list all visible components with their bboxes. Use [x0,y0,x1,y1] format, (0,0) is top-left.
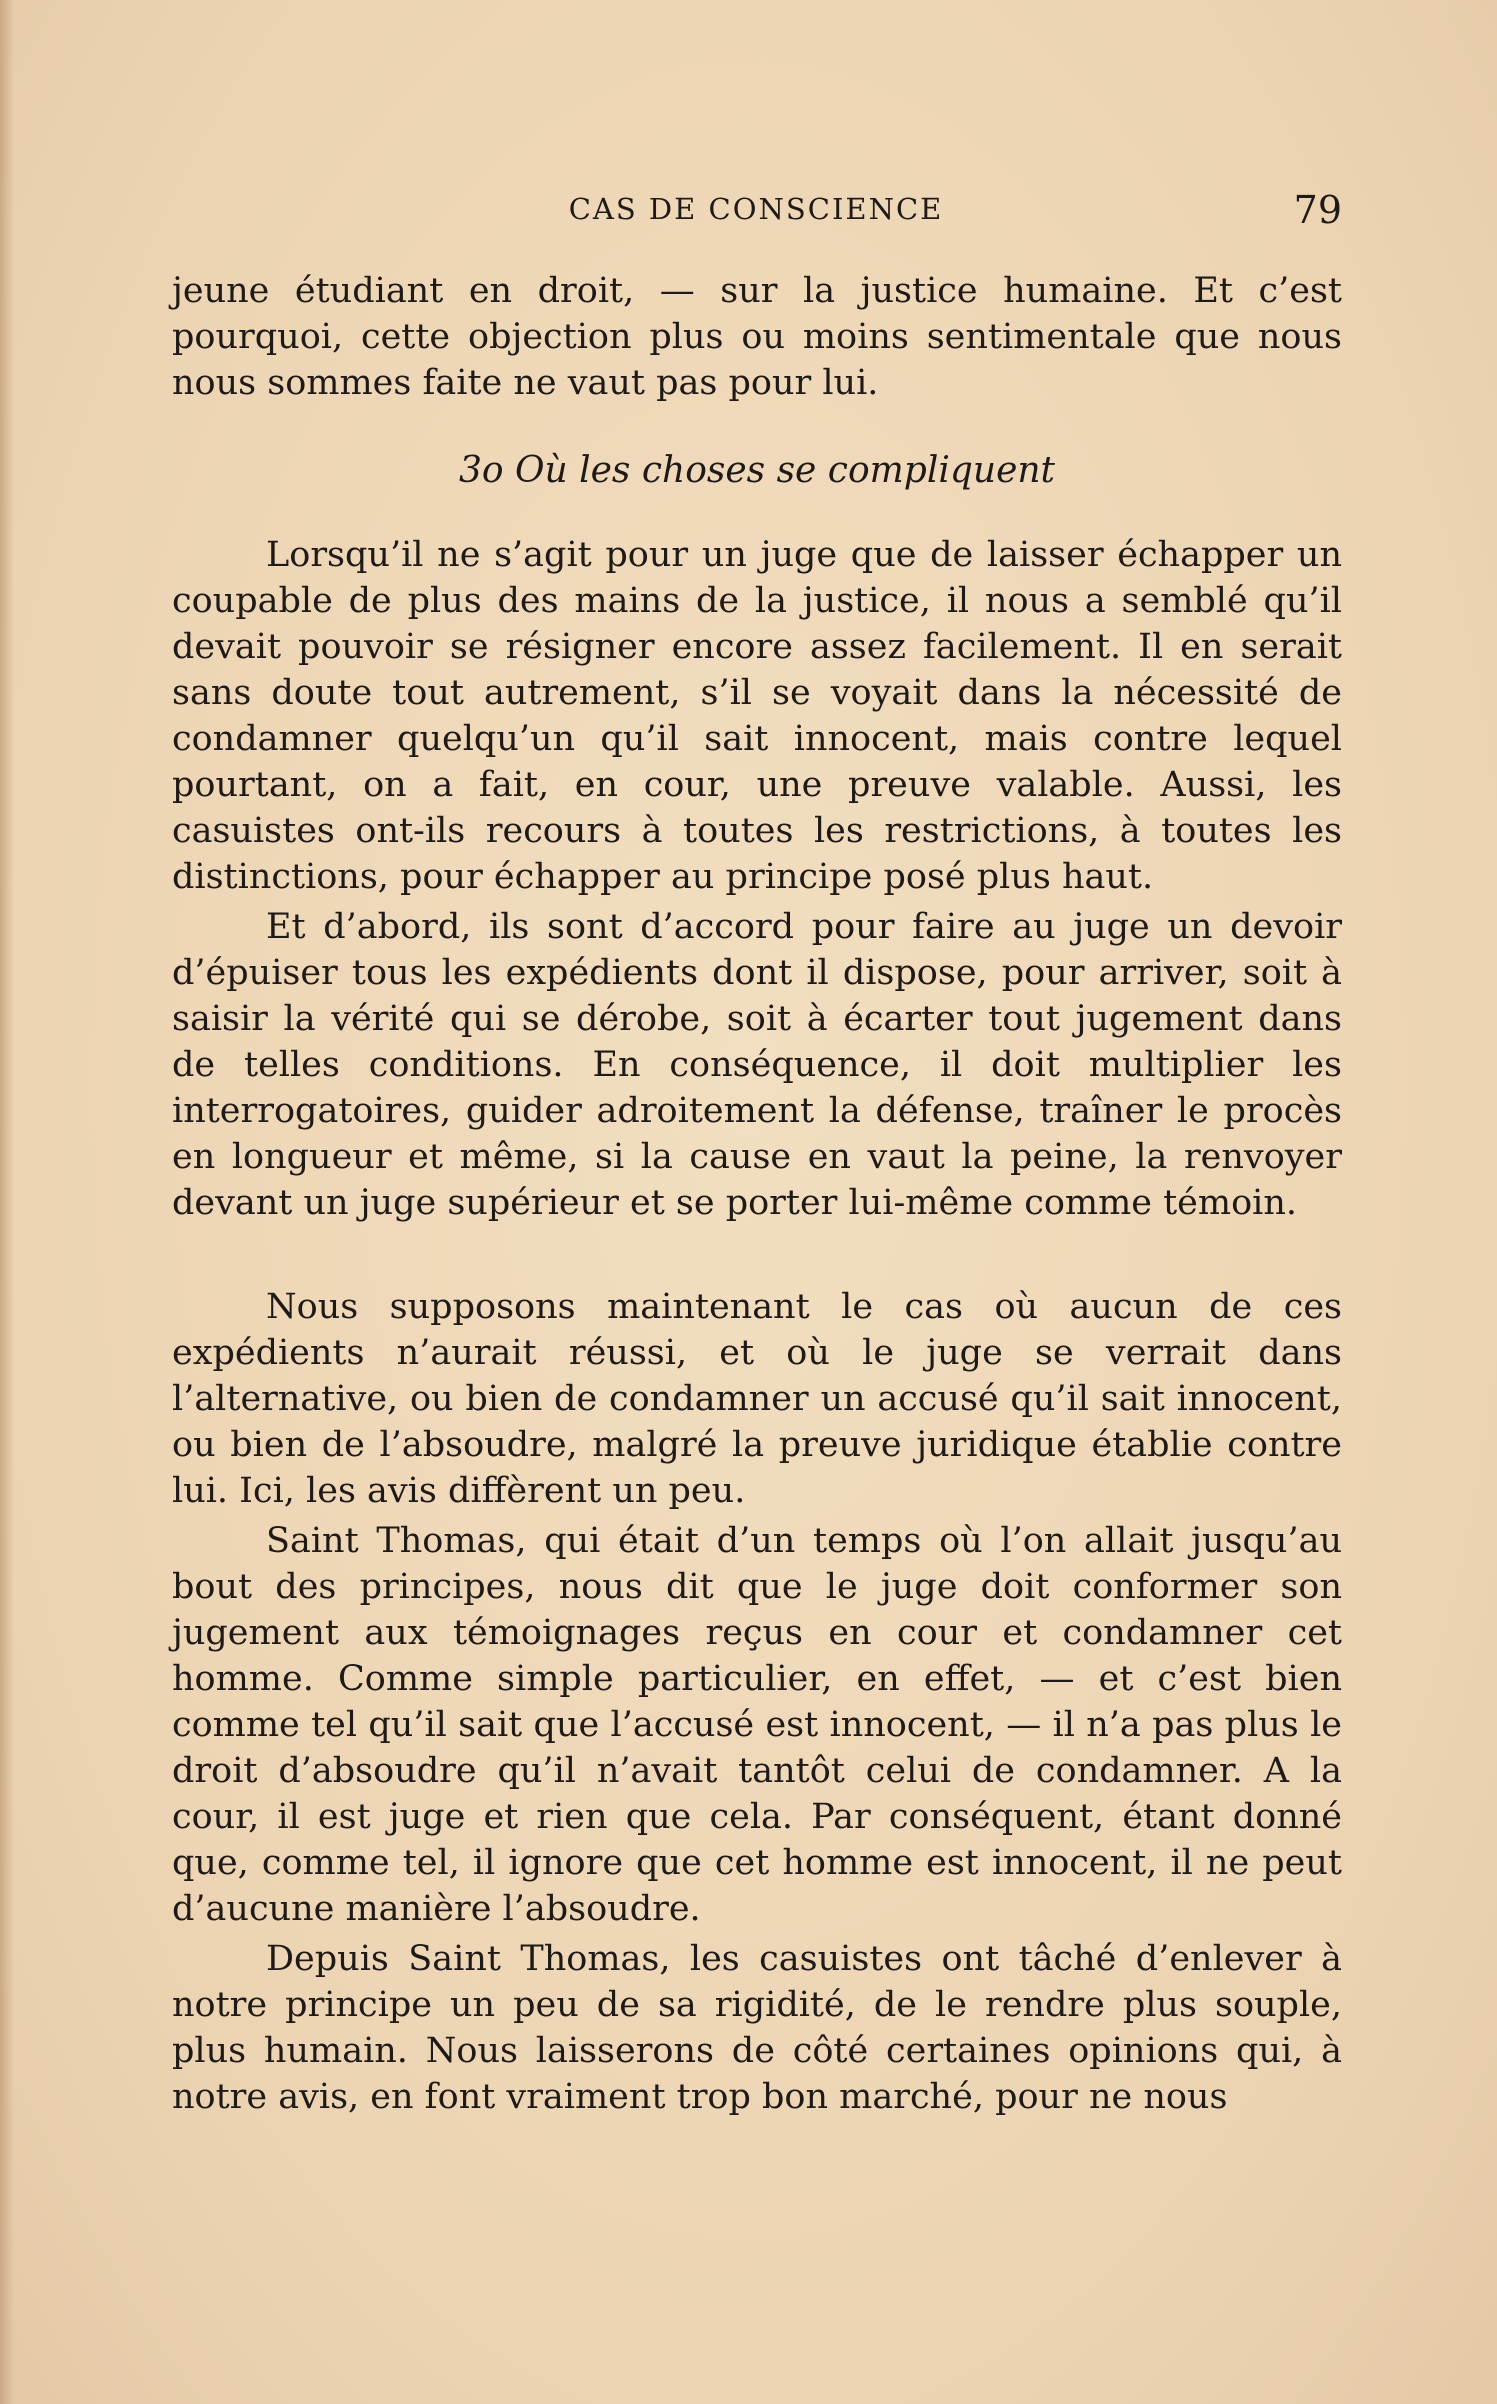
paragraph-continuation: jeune étudiant en droit, — sur la justice humaine. Et c’est pourquoi, cette objection plus ou moins sentimentale que nous nous sommes faite ne vaut pas pour lui. [172,271,1342,403]
paragraph: Nous supposons maintenant le cas où aucun de ces expédients n’aurait réussi, et où le juge se verrait dans l’alternative, ou bien de condamner un accusé qu’il sait innocent, ou bien de l’absoudre, malgré la preuve juridique établie contre lui. Ici, les avis diffèrent un peu. [172,1287,1342,1511]
running-head: CAS DE CONSCIENCE [568,192,944,226]
page-number: 79 [1293,188,1342,232]
paragraph: Saint Thomas, qui était d’un temps où l’on allait jusqu’au bout des principes, nous dit que le juge doit conformer son jugement aux témoignages reçus en cour et condamner cet homme. Comme simple particulier, en effet, — et c’est bien comme tel qu’il sait que l’accusé est innocent, — il n’a pas plus le droit d’absoudre qu’il n’avait tantôt celui de condamner. A la cour, il est juge et rien que cela. Par conséquent, étant donné que, comme tel, il ignore que cet homme est innocent, il ne peut d’aucune manière l’absoudre. [172,1521,1342,1929]
body-text [172,268,1342,2120]
paragraph: Lorsqu’il ne s’agit pour un juge que de laisser échapper un coupable de plus des mains de la justice, il nous a semblé qu’il devait pouvoir se résigner encore assez facilement. Il en serait sans doute tout autrement, s’il se voyait dans la nécessité de condamner quelqu’un qu’il sait innocent, mais contre lequel pourtant, on a fait, en cour, une preuve valable. Aussi, les casuistes ont-ils recours à toutes les restrictions, à toutes les distinctions, pour échapper au principe posé plus haut. [172,535,1342,897]
section-heading: 3o Où les choses se compliquent [458,450,1056,491]
paragraph: Depuis Saint Thomas, les casuistes ont tâché d’enlever à notre principe un peu de sa rigidité, de le rendre plus souple, plus humain. Nous laisserons de côté certaines opinions qui, à notre avis, en font vraiment trop bon marché, pour ne nous [172,1939,1342,2117]
page-edge-shadow [0,0,14,2404]
page-header [170,188,1342,238]
paragraph: Et d’abord, ils sont d’accord pour faire au juge un devoir d’épuiser tous les expédients dont il dispose, pour arriver, soit à saisir la vérité qui se dérobe, soit à écarter tout jugement dans de telles conditions. En conséquence, il doit multiplier les interrogatoires, guider adroitement la défense, traîner le procès en longueur et même, si la cause en vaut la peine, la renvoyer devant un juge supérieur et se porter lui-même comme témoin. [172,907,1342,1223]
